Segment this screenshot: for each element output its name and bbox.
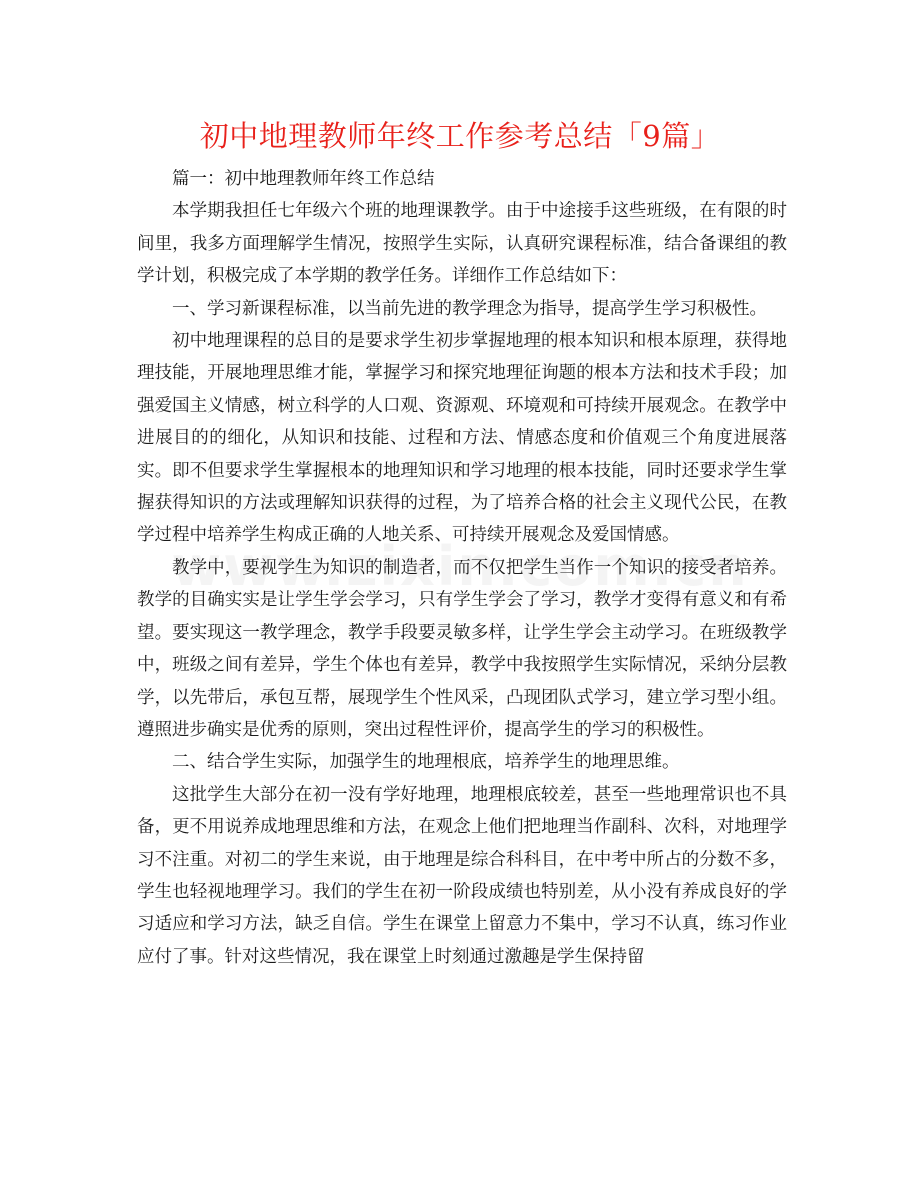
document-title: 初中地理教师年终工作参考总结「9篇」	[199, 119, 721, 153]
subsection-heading: 一、学习新课程标准，以当前先进的教学理念为指导，提高学生学习积极性。	[172, 298, 767, 319]
section-heading: 篇一：初中地理教师年终工作总结	[172, 169, 435, 189]
subsection-heading: 二、结合学生实际，加强学生的地理根底，培养学生的地理思维。	[172, 752, 680, 773]
body-paragraph: 教学中，要视学生为知识的制造者，而不仅把学生当作一个知识的接受者培养。教学的目确实实是让学生学会学习，只有学生学会了学习，教学才变得有意义和有希望。要实现这一教学理念，教学手段要灵敏多样，让学生学会主动学习。在班级教学中，班级之间有差异，学生个体也有差异，教学中我按照学生实际情况，采纳分层教学，以先带后，承包互帮，展现学生个性风采，凸现团队式学习，建立学习型小组。遵照进步确实是优秀的原则，突出过程性评价，提高学生的学习的积极性。	[137, 557, 787, 740]
body-paragraph: 本学期我担任七年级六个班的地理课教学。由于中途接手这些班级，在有限的时间里，我多方面理解学生情况，按照学生实际，认真研究课程标准，结合备课组的教学计划，积极完成了本学期的教学任务。详细作工作总结如下：	[137, 201, 787, 287]
body-paragraph: 初中地理课程的总目的是要求学生初步掌握地理的根本知识和根本原理，获得地理技能，开展地理思维才能，掌握学习和探究地理征询题的根本方法和技术手段；加强爱国主义情感，树立科学的人口观、资源观、环境观和可持续开展观念。在教学中进展目的的细化，从知识和技能、过程和方法、情感态度和价值观三个角度进展落实。即不但要求学生掌握根本的地理知识和学习地理的根本技能，同时还要求学生掌握获得知识的方法或理解知识获得的过程，为了培养合格的社会主义现代公民，在教学过程中培养学生构成正确的人地关系、可持续开展观念及爱国情感。	[137, 331, 787, 546]
body-paragraph: 这批学生大部分在初一没有学好地理，地理根底较差，甚至一些地理常识也不具备，更不用说养成地理思维和方法，在观念上他们把地理当作副科、次科，对地理学习不注重。对初二的学生来说，由于地理是综合科科目，在中考中所占的分数不多，学生也轻视地理学习。我们的学生在初一阶段成绩也特别差，从小没有养成良好的学习适应和学习方法，缺乏自信。学生在课堂上留意力不集中，学习不认真，练习作业应付了事。针对这些情况，我在课堂上时刻通过激趣是学生保持留	[137, 784, 787, 967]
document-body	[137, 163, 787, 973]
